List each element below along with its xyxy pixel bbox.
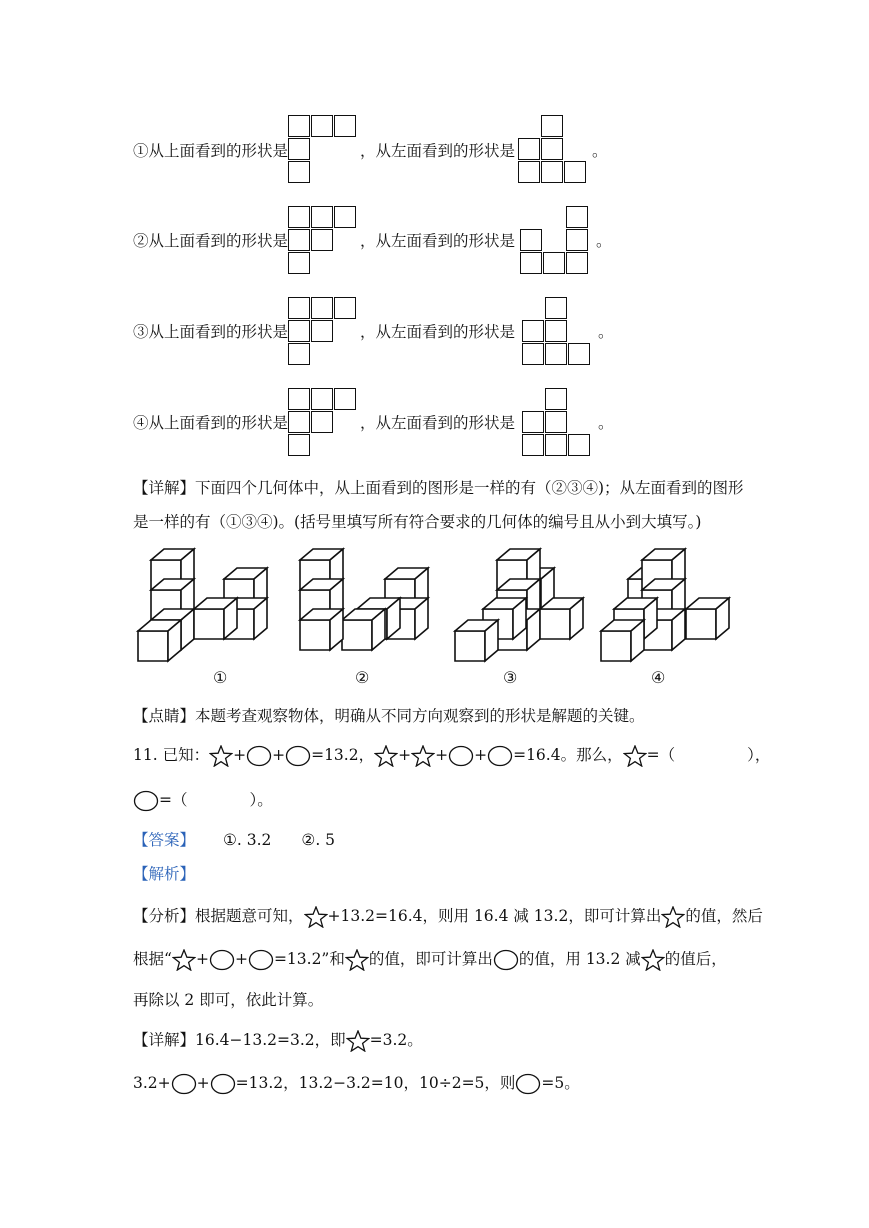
analysis-line-1: 【分析】根据题意可知， +13.2=16.4，则用 16.4 减 13.2，即可计算出 的值，然后 (133, 906, 763, 928)
view-end-2: 。 (596, 232, 612, 250)
figure-label-2: ② (355, 668, 370, 687)
star-icon (374, 745, 398, 767)
cube-figure-4 (601, 549, 729, 661)
detail2-line-1: 【详解】16.4−13.2=3.2，即 =3.2。 (133, 1030, 423, 1052)
figure-label-4: ④ (651, 668, 666, 687)
question-11: 11. 已知： + + =13.2， + + + =16.4。那么， =（ ）， (133, 745, 770, 767)
view-mid-1: ，从左面看到的形状是 (360, 142, 516, 160)
star-icon (304, 906, 328, 928)
view-row-1 (133, 141, 288, 161)
view-label: ①从上面看到的形状是 (133, 142, 289, 160)
answer-1: ①. 3.2 (223, 831, 272, 849)
answer-line (133, 830, 335, 850)
cube-figures (130, 540, 750, 670)
circle-icon (493, 949, 519, 971)
star-icon (641, 949, 665, 971)
view-row-2: ②从上面看到的形状是 (133, 232, 289, 250)
detail-line-2: 是一样的有（①③④)。(括号里填写所有符合要求的几何体的编号且从小到大填写。) (133, 513, 702, 531)
view-end-3: 。 (598, 323, 614, 341)
analysis-line-2: 根据“ + + =13.2”和 的值，即可计算出 的值，用 13.2 减 的值后， (133, 949, 727, 971)
view-end-1: 。 (592, 142, 608, 160)
circle-icon (448, 745, 474, 767)
detail-line-1: 【详解】下面四个几何体中，从上面看到的图形是一样的有（②③④)；从左面看到的图形 (133, 479, 744, 497)
question-11-line-2: =（ ）。 (133, 790, 273, 812)
circle-icon (285, 745, 311, 767)
answer-tag: 【答案】 (133, 831, 196, 849)
answer-2: ②. 5 (301, 831, 336, 849)
circle-icon (248, 949, 274, 971)
view-row-3: ③从上面看到的形状是 (133, 323, 289, 341)
star-icon (661, 906, 685, 928)
view-mid-3: ，从左面看到的形状是 (360, 323, 516, 341)
star-icon (345, 949, 369, 971)
circle-icon (487, 745, 513, 767)
cube-figure-1 (138, 549, 267, 661)
circle-icon (515, 1073, 541, 1095)
star-icon (209, 745, 233, 767)
figure-label-3: ③ (503, 668, 518, 687)
view-row-4: ④从上面看到的形状是 (133, 414, 289, 432)
circle-icon (246, 745, 272, 767)
star-icon (346, 1030, 370, 1052)
star-icon (411, 745, 435, 767)
star-icon (623, 745, 647, 767)
circle-icon (210, 1073, 236, 1095)
detail2-line-2: 3.2+ + =13.2，13.2−3.2=10，10÷2=5，则 =5。 (133, 1073, 580, 1095)
view-end-4: 。 (598, 414, 614, 432)
circle-icon (171, 1073, 197, 1095)
circle-icon (209, 949, 235, 971)
figure-label-1: ① (213, 668, 228, 687)
view-mid-2: ，从左面看到的形状是 (360, 232, 516, 250)
circle-icon (133, 790, 159, 812)
point-text: 【点睛】本题考查观察物体，明确从不同方向观察到的形状是解题的关键。 (133, 707, 645, 725)
analysis-tag: 【解析】 (133, 865, 196, 883)
view-mid-4: ，从左面看到的形状是 (360, 414, 516, 432)
cube-figure-3 (455, 549, 583, 661)
star-icon (172, 949, 196, 971)
analysis-line-3: 再除以 2 即可，依此计算。 (133, 991, 324, 1009)
cube-figure-2 (300, 549, 428, 650)
